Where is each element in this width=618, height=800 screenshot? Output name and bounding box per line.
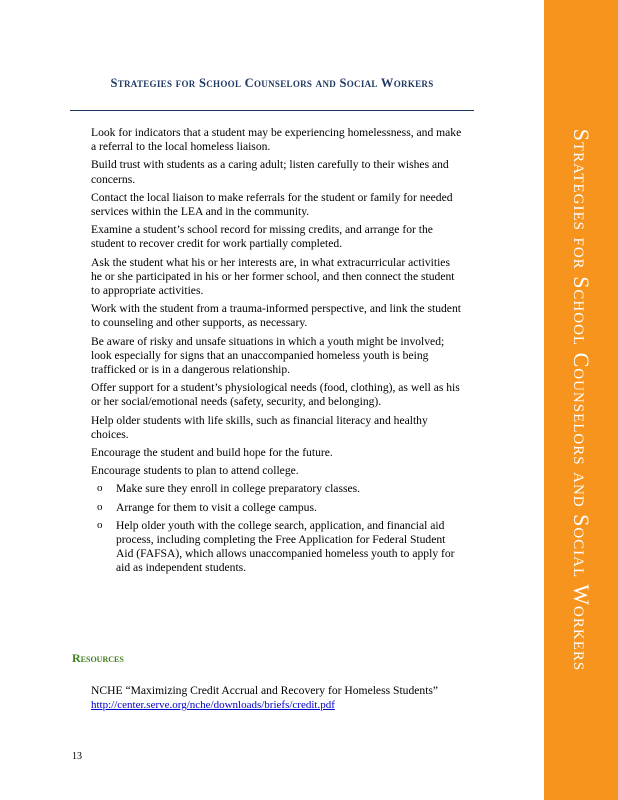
- title-divider: [70, 110, 474, 111]
- circle-bullet-icon: o: [97, 518, 103, 531]
- sidebar-title: Strategies for School Counselors and Social Workers: [569, 128, 594, 672]
- resource-title: NCHE “Maximizing Credit Accrual and Recovery for Homeless Students”: [91, 684, 439, 697]
- sidebar-banner: [544, 0, 618, 800]
- resource-link[interactable]: http://center.serve.org/nche/downloads/briefs/credit.pdf: [91, 699, 335, 712]
- list-item-text: Examine a student’s school record for missing credits, and arrange for the student to recover credit for work partially completed.: [91, 223, 433, 251]
- list-item: [72, 223, 462, 251]
- page-title: Strategies for School Counselors and Social Workers: [110, 76, 434, 90]
- list-item: [72, 191, 462, 219]
- resource-item: [72, 684, 462, 712]
- circle-bullet-icon: o: [97, 500, 103, 513]
- sub-list-item: [91, 482, 462, 496]
- strategy-list: [72, 126, 462, 580]
- list-item-text: Be aware of risky and unsafe situations in which a youth might be involved; look especially for signs that an unaccompanied homeless youth is being trafficked or is in a dangerous relationship.: [91, 334, 445, 377]
- list-item-text: Work with the student from a trauma-informed perspective, and link the student to counseling and other supports, as necessary.: [91, 302, 461, 330]
- list-item-text: Offer support for a student’s physiological needs (food, clothing), as well as his or her social/emotional needs (safety, security, and belonging).: [91, 381, 460, 409]
- list-item: [72, 256, 462, 299]
- resource-list: [72, 684, 462, 716]
- list-item: [72, 414, 462, 442]
- list-item-text: Look for indicators that a student may be experiencing homelessness, and make a referral to the local homeless liaison.: [91, 126, 462, 154]
- list-item-text: Contact the local liaison to make referrals for the student or family for needed services within the LEA and in the community.: [91, 190, 453, 219]
- list-item: [72, 446, 462, 460]
- list-item: [72, 126, 462, 154]
- sub-list-item-text: Help older youth with the college search, application, and financial aid process, including completing the Free Application for Federal Student Aid (FAFSA), which allows unaccompanied homeless youth to apply for aid as independent students.: [116, 518, 455, 575]
- list-item-text: Build trust with students as a caring adult; listen carefully to their wishes and concerns.: [91, 158, 449, 186]
- page-number: 13: [72, 751, 82, 762]
- sub-list: [91, 482, 462, 575]
- list-item: [72, 381, 462, 409]
- sub-list-item-text: Arrange for them to visit a college campus.: [116, 500, 317, 514]
- sub-list-item: [91, 501, 462, 515]
- list-item-text: Help older students with life skills, such as financial literacy and healthy choices.: [91, 413, 428, 441]
- resources-heading: Resources: [72, 651, 124, 665]
- sub-list-item-text: Make sure they enroll in college preparatory classes.: [116, 482, 361, 496]
- list-item-text: Ask the student what his or her interests are, in what extracurricular activities he or she participated in his or her former school, and then connect the student to appropriate activities.: [91, 255, 455, 298]
- sub-list-item: [91, 519, 462, 576]
- list-item: [72, 302, 462, 330]
- list-item-text: Encourage the student and build hope for the future.: [91, 446, 333, 460]
- list-item-text: Encourage students to plan to attend college.: [91, 464, 299, 478]
- circle-bullet-icon: o: [97, 482, 103, 495]
- list-item: [72, 335, 462, 378]
- list-item: [72, 158, 462, 186]
- list-item: [72, 464, 462, 575]
